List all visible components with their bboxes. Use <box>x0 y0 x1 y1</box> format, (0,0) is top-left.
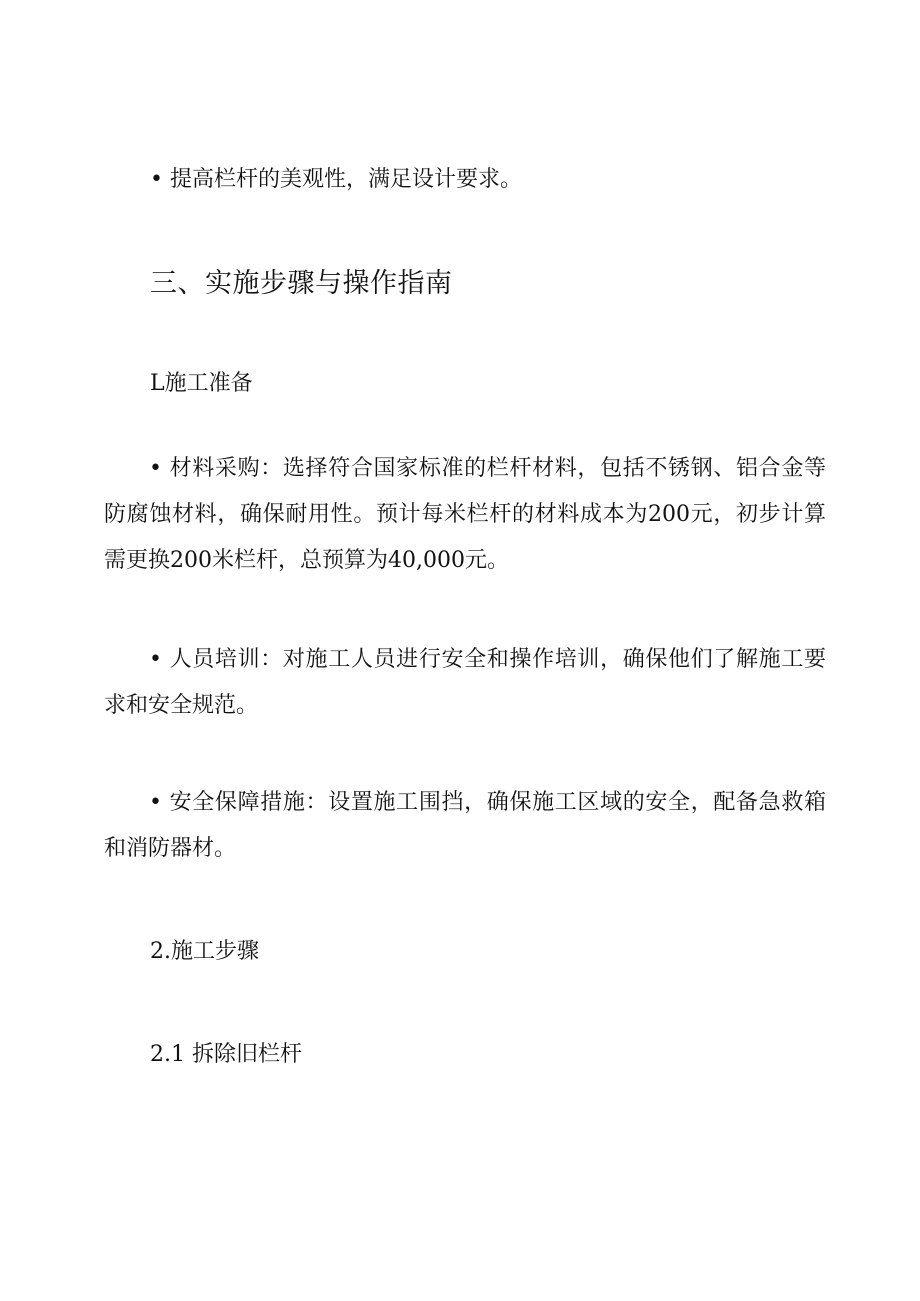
bullet-material-procurement: • 材料采购：选择符合国家标准的栏杆材料，包括不锈钢、铝合金等防腐蚀材料，确保耐用性。预计每米栏杆的材料成本为200元，初步计算需更换200米栏杆，总预算为40,000元。 <box>104 456 826 573</box>
subheading-construction-steps: 2.施工步骤 <box>150 939 259 964</box>
subheading-remove-old-railing: 2.1 拆除旧栏杆 <box>150 1042 302 1067</box>
section-heading: 三、实施步骤与操作指南 <box>150 268 453 299</box>
bullet-staff-training: • 人员培训：对施工人员进行安全和操作培训，确保他们了解施工要求和安全规范。 <box>104 647 826 718</box>
bullet-aesthetics: • 提高栏杆的美观性，满足设计要求。 <box>150 167 522 192</box>
bullet-safety-measures: • 安全保障措施：设置施工围挡，确保施工区域的安全，配备急救箱和消防器材。 <box>104 790 826 861</box>
subheading-construction-prep: L施工准备 <box>150 371 253 396</box>
